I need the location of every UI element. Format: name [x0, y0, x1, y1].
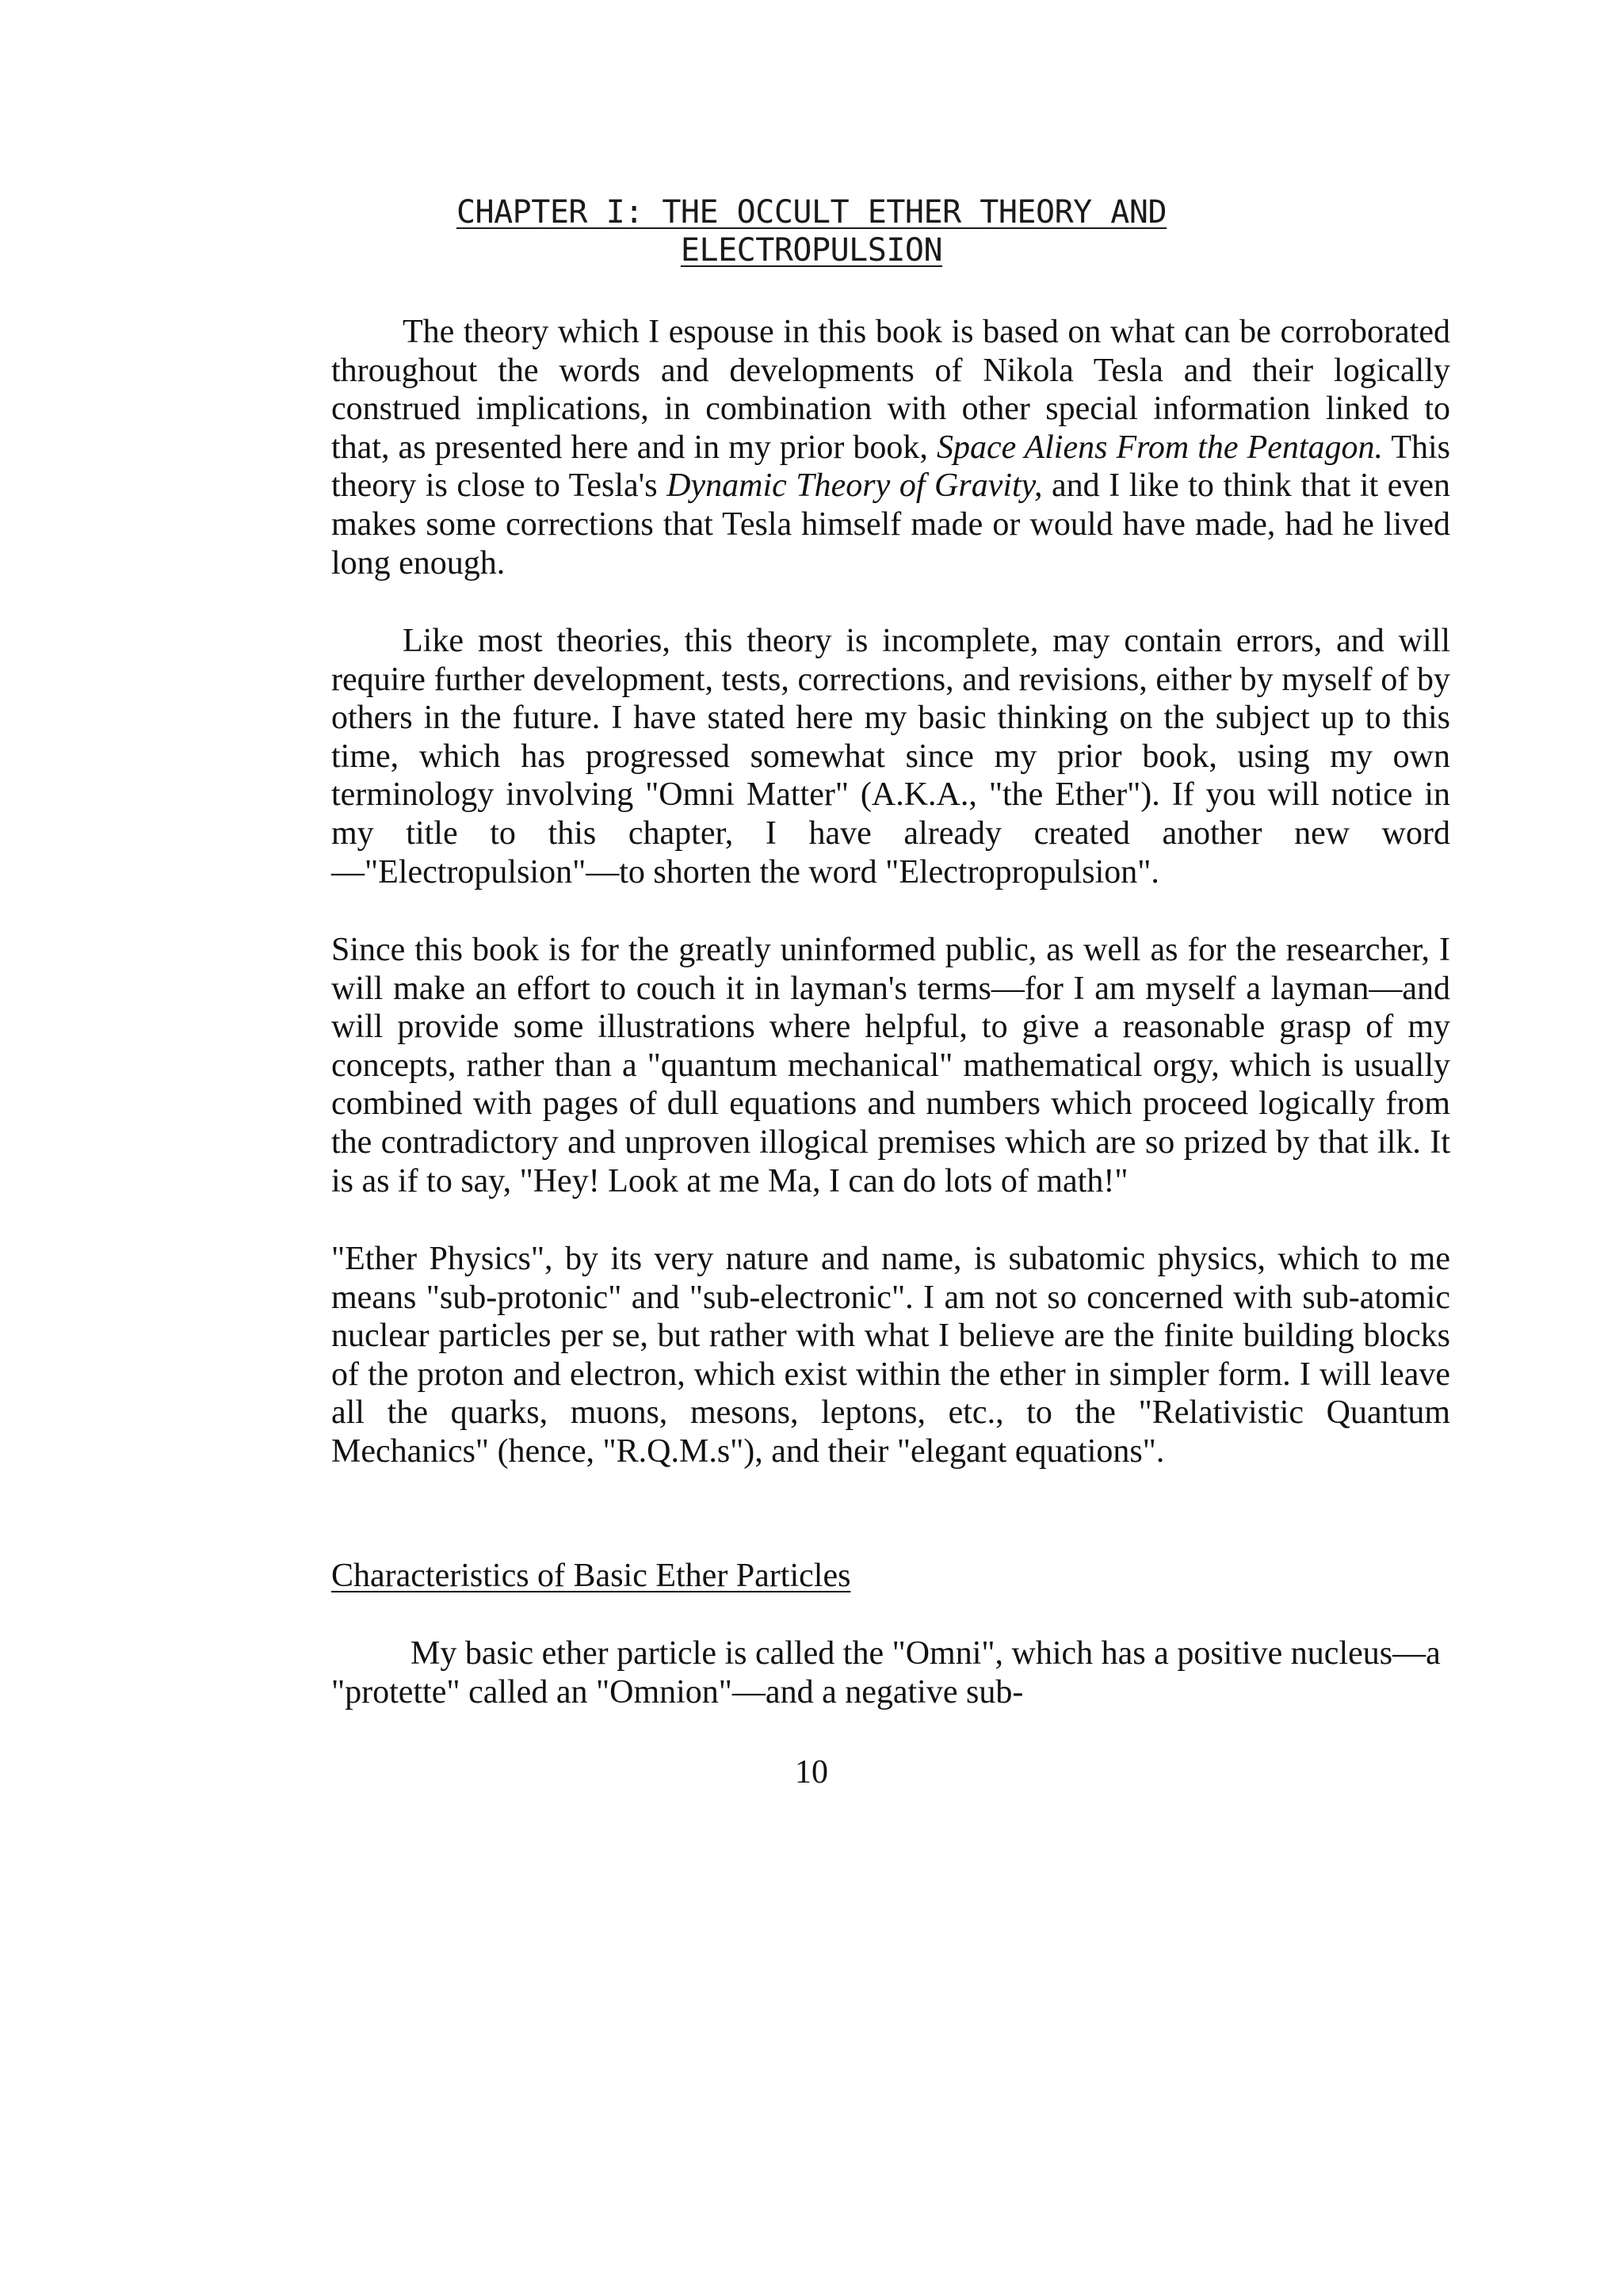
paragraph-1: [331, 313, 1450, 582]
paragraph-5-text: My basic ether particle is called the "Omni", which has a positive nucleus—a "protette" called an "Omnion"—and a negative sub-: [331, 1635, 1441, 1711]
paragraph-1-text-a: The theory which I espouse in this book is based on what can be corroborated throughout the words and developments of Nikola Tesla and their logically construed implications, in combination with other special information linked to that, as presented here and in my prior book,: [331, 314, 1450, 466]
paragraph-3-text: Since this book is for the greatly uninformed public, as well as for the researcher, I will make an effort to couch it in layman's terms—for I am myself a layman—and will provide some illustrations where helpful, to give a reasonable grasp of my concepts, rather than a "quantum mechanical" mathematical orgy, which is usually combined with pages of dull equations and numbers which proceed logically from the contradictory and unproven illogical premises which are so prized by that ilk. It is as if to say, "Hey! Look at me Ma, I can do lots of math!": [331, 932, 1450, 1199]
paragraph-5: [331, 1634, 1450, 1711]
paragraph-4: [331, 1240, 1450, 1471]
chapter-title-line-1: CHAPTER I: THE OCCULT ETHER THEORY AND: [456, 194, 1167, 231]
section-subheading: Characteristics of Basic Ether Particles: [331, 1558, 851, 1594]
paragraph-1-text-c: and I like to think that it even makes some corrections that Tesla himself made or would have made, had he lived long enough.: [331, 467, 1451, 582]
chapter-title-line-2: ELECTROPULSION: [680, 232, 943, 269]
paragraph-3: [331, 931, 1450, 1200]
page-number: 10: [795, 1754, 828, 1791]
paragraph-1-text-b: This theory is close to Tesla's: [331, 429, 1450, 505]
book-title-dynamic-theory: Dynamic Theory of Gravity,: [666, 467, 1043, 505]
paragraph-2-text: Like most theories, this theory is incomplete, may contain errors, and will require further development, tests, corrections, and revisions, either by myself of by others in the future. I have stated here my basic thinking on the subject up to this time, which has progressed somewhat since my prior book, using my own terminology involving "Omni Matter" (A.K.A., "the Ether"). If you will notice in my title to this chapter, I have already created another new word—"Electropulsion"—to shorten the word "Electropropulsion".: [331, 623, 1450, 891]
book-title-space-aliens: Space Aliens From the Pentagon.: [936, 429, 1384, 466]
paragraph-2: [331, 622, 1450, 891]
chapter-title: [0, 193, 1623, 269]
paragraph-4-text: "Ether Physics", by its very nature and name, is subatomic physics, which to me means "sub-protonic" and "sub-electronic". I am not so concerned with sub-atomic nuclear particles per se, but rather with what I believe are the finite building blocks of the proton and electron, which exist within the ether in simpler form. I will leave all the quarks, muons, mesons, leptons, etc., to the "Relativistic Quantum Mechanics" (hence, "R.Q.M.s"), and their "elegant equations".: [331, 1241, 1450, 1470]
